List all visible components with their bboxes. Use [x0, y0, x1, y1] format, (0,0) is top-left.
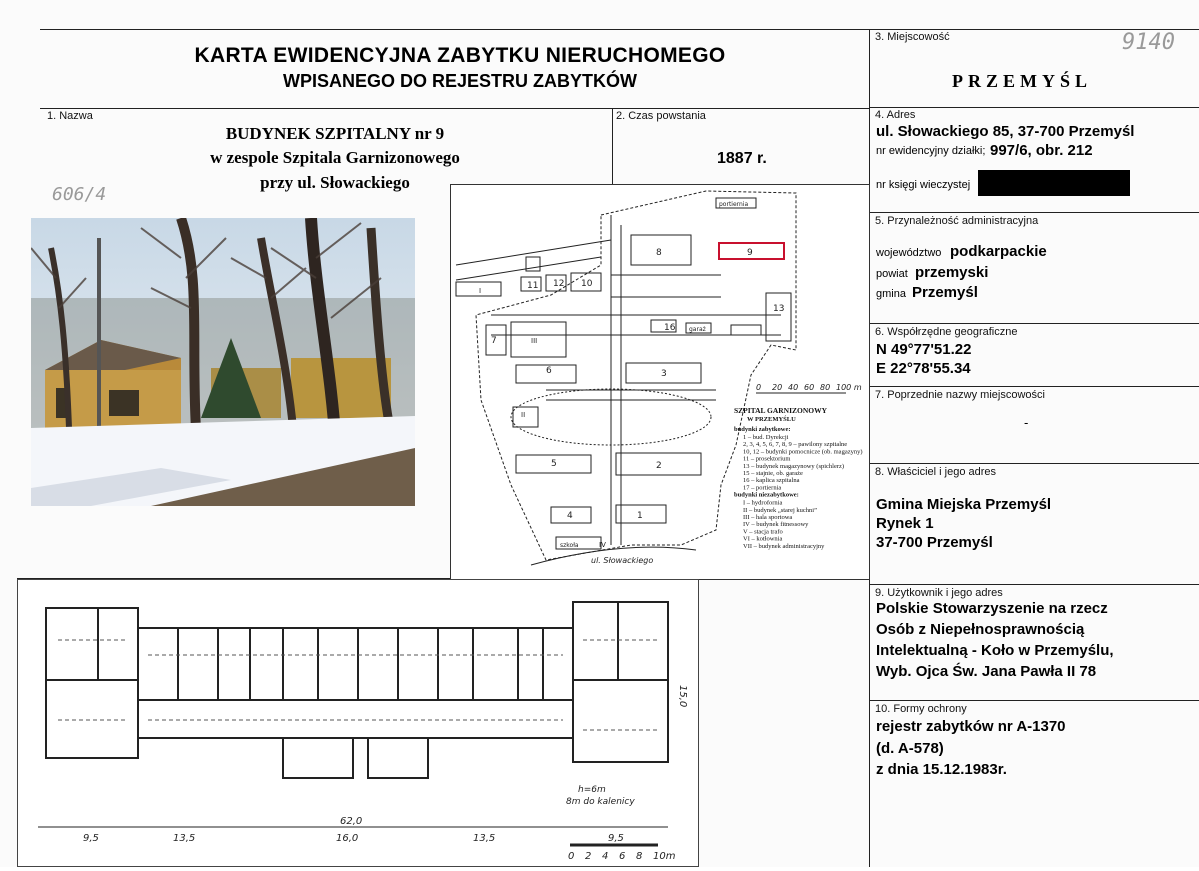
- building-number-label: 1: [637, 511, 643, 521]
- divider: [869, 212, 1199, 213]
- legend-item: VII – budynek administracyjny: [743, 542, 825, 550]
- user-line2: Osób z Niepełnosprawnością: [876, 621, 1085, 638]
- divider: [869, 107, 1199, 108]
- legend-item: III – hala sportowa: [743, 514, 793, 521]
- owner-line2: Rynek 1: [876, 515, 934, 532]
- field-owner-label: 8. Właściciel i jego adres: [875, 466, 997, 478]
- field-address-label: 4. Adres: [875, 109, 916, 121]
- plan-total-dimension: 62,0: [340, 816, 363, 827]
- site-map: [450, 184, 870, 580]
- building-number-label: 8: [656, 248, 662, 258]
- building-number-label: 3: [661, 369, 667, 379]
- plan-segment-dimension: 16,0: [336, 833, 359, 844]
- protection-line2: (d. A-578): [876, 740, 944, 757]
- legend-item: 16 – kaplica szpitalna: [743, 477, 800, 485]
- divider: [869, 463, 1199, 464]
- county-value: przemyski: [915, 264, 989, 281]
- legend-item: IV – budynek fitnessowy: [743, 521, 809, 529]
- plan-scale-label: 10m: [653, 851, 676, 862]
- building-number-label: 4: [567, 511, 573, 521]
- protection-line1: rejestr zabytków nr A-1370: [876, 718, 1066, 735]
- map-scale-label: 80: [820, 383, 831, 392]
- building-number-label: 7: [491, 336, 497, 346]
- redaction-bar: [978, 170, 1130, 196]
- plan-scale-label: 0: [568, 851, 575, 862]
- building-number-label: 11: [527, 281, 539, 291]
- divider: [869, 584, 1199, 585]
- commune-label: gmina: [876, 288, 906, 300]
- legend-item: 17 – portiernia: [743, 484, 782, 492]
- county-label: powiat: [876, 268, 908, 280]
- owner-line3: 37-700 Przemyśl: [876, 534, 993, 551]
- field-protection-label: 10. Formy ochrony: [875, 703, 967, 715]
- legend-item: 2, 3, 4, 5, 6, 7, 8, 9 – pawilony szpitalne: [743, 441, 848, 449]
- user-line3: Intelektualną - Koło w Przemyślu,: [876, 642, 1114, 659]
- divider: [40, 108, 869, 109]
- user-line1: Polskie Stowarzyszenie na rzecz: [876, 600, 1108, 617]
- commune-value: Przemyśl: [912, 284, 978, 301]
- plan-segment-dimension: 13,5: [473, 833, 496, 844]
- divider: [869, 323, 1199, 324]
- map-scale-label: 0: [756, 383, 762, 392]
- floor-plan: [17, 579, 699, 867]
- locality-value: PRZEMYŚL: [952, 71, 1093, 91]
- field-user-label: 9. Użytkownik i jego adres: [875, 587, 1003, 599]
- longitude-value: E 22°78'55.34: [876, 360, 971, 377]
- plan-segment-dimension: 9,5: [83, 833, 99, 844]
- building-number-label: 9: [747, 248, 753, 258]
- voivodeship-label: województwo: [876, 247, 942, 259]
- latitude-value: N 49°77'51.22: [876, 341, 972, 358]
- map-scale-label: 40: [788, 383, 799, 392]
- plan-segment-dimension: 9,5: [608, 833, 624, 844]
- legend-item: 1 – bud. Dyrekcji: [743, 434, 789, 441]
- object-name-line2: w zespole Szpitala Garnizonowego: [210, 148, 460, 167]
- plan-segment-dimension: 13,5: [173, 833, 196, 844]
- building-number-label: 5: [551, 459, 557, 469]
- legend-item: V – stacja trafo: [743, 528, 783, 536]
- map-scale-label: 20: [772, 383, 783, 392]
- legend-item: VI – kotłownia: [743, 535, 783, 543]
- divider: [40, 29, 1199, 30]
- map-scale-label: 100 m: [836, 383, 862, 392]
- legend-item: I – hydrofornia: [743, 499, 783, 507]
- building-number-label: 10: [581, 279, 593, 289]
- building-photo: [31, 218, 415, 506]
- field-coords-label: 6. Współrzędne geograficzne: [875, 326, 1018, 338]
- divider: [869, 386, 1199, 387]
- object-name-line1: BUDYNEK SZPITALNY nr 9: [225, 124, 445, 143]
- building-number-label: 12: [553, 279, 565, 289]
- building-number-label: 13: [773, 304, 785, 314]
- legend-item: 15 – stajnie, ob. garaże: [743, 470, 803, 477]
- object-name-line3: przy ul. Słowackiego: [260, 173, 410, 192]
- card-title-line2: WPISANEGO DO REJESTRU ZABYTKÓW: [282, 71, 637, 91]
- legend-item: 11 – prosektorium: [743, 455, 791, 463]
- handwritten-number: 9140: [1122, 30, 1175, 55]
- address-value: ul. Słowackiego 85, 37-700 Przemyśl: [876, 123, 1135, 140]
- divider: [869, 700, 1199, 701]
- legend-item: 10, 12 – budynki pomocnicze (ob. magazyny): [743, 448, 863, 456]
- legend-item: II – budynek „starej kuchni”: [743, 506, 818, 514]
- legend-title: W PRZEMYŚLU: [747, 416, 796, 423]
- field-date-label: 2. Czas powstania: [616, 110, 706, 122]
- building-roman-label: IV: [599, 541, 606, 549]
- parcel-value: 997/6, obr. 212: [990, 142, 1093, 159]
- legend-subtitle: budynki zabytkowe:: [734, 426, 791, 433]
- field-former-names-label: 7. Poprzednie nazwy miejscowości: [875, 389, 1045, 401]
- owner-line1: Gmina Miejska Przemyśl: [876, 496, 1052, 513]
- user-line4: Wyb. Ojca Św. Jana Pawła II 78: [876, 663, 1097, 680]
- construction-date: 1887 r.: [717, 150, 767, 167]
- plan-scale-label: 8: [636, 851, 643, 862]
- building-number-label: 6: [546, 366, 552, 376]
- garage-label: garaż: [689, 326, 706, 333]
- field-admin-label: 5. Przynależność administracyjna: [875, 215, 1039, 227]
- legend-title: SZPITAL GARNIZONOWY: [734, 406, 828, 415]
- street-label: ul. Słowackiego: [591, 556, 654, 565]
- plan-scale-label: 6: [619, 851, 626, 862]
- building-number-label: 2: [656, 461, 662, 471]
- plan-scale-label: 4: [602, 851, 609, 862]
- legend-subtitle: budynki niezabytkowe:: [734, 491, 799, 499]
- legend-item: 13 – budynek magazynowy (spichlerz): [743, 462, 845, 470]
- building-roman-label: III: [531, 337, 538, 345]
- plan-note-2: 8m do kalenicy: [566, 797, 635, 807]
- field-name-label: 1. Nazwa: [47, 110, 93, 122]
- card-title-line1: KARTA EWIDENCYJNA ZABYTKU NIERUCHOMEGO: [194, 44, 726, 67]
- former-names-value: -: [1024, 415, 1029, 430]
- plan-note-1: h=6m: [578, 785, 606, 795]
- building-number-label: 16: [664, 323, 676, 333]
- gatehouse-label: portiernia: [719, 201, 749, 208]
- handwritten-note: 606/4: [52, 184, 107, 205]
- field-locality-label: 3. Miejscowość: [875, 31, 950, 43]
- plan-height-dimension: 15,0: [677, 685, 688, 708]
- building-roman-label: I: [479, 287, 482, 295]
- plan-scale-label: 2: [585, 851, 592, 862]
- voivodeship-value: podkarpackie: [950, 243, 1047, 260]
- parcel-label: nr ewidencyjny działki;: [876, 145, 986, 157]
- map-scale-label: 60: [804, 383, 815, 392]
- land-register-label: nr księgi wieczystej: [876, 179, 971, 191]
- school-label: szkoła: [560, 542, 579, 549]
- building-roman-label: II: [521, 411, 526, 419]
- divider: [612, 108, 613, 184]
- protection-line3: z dnia 15.12.1983r.: [876, 761, 1007, 778]
